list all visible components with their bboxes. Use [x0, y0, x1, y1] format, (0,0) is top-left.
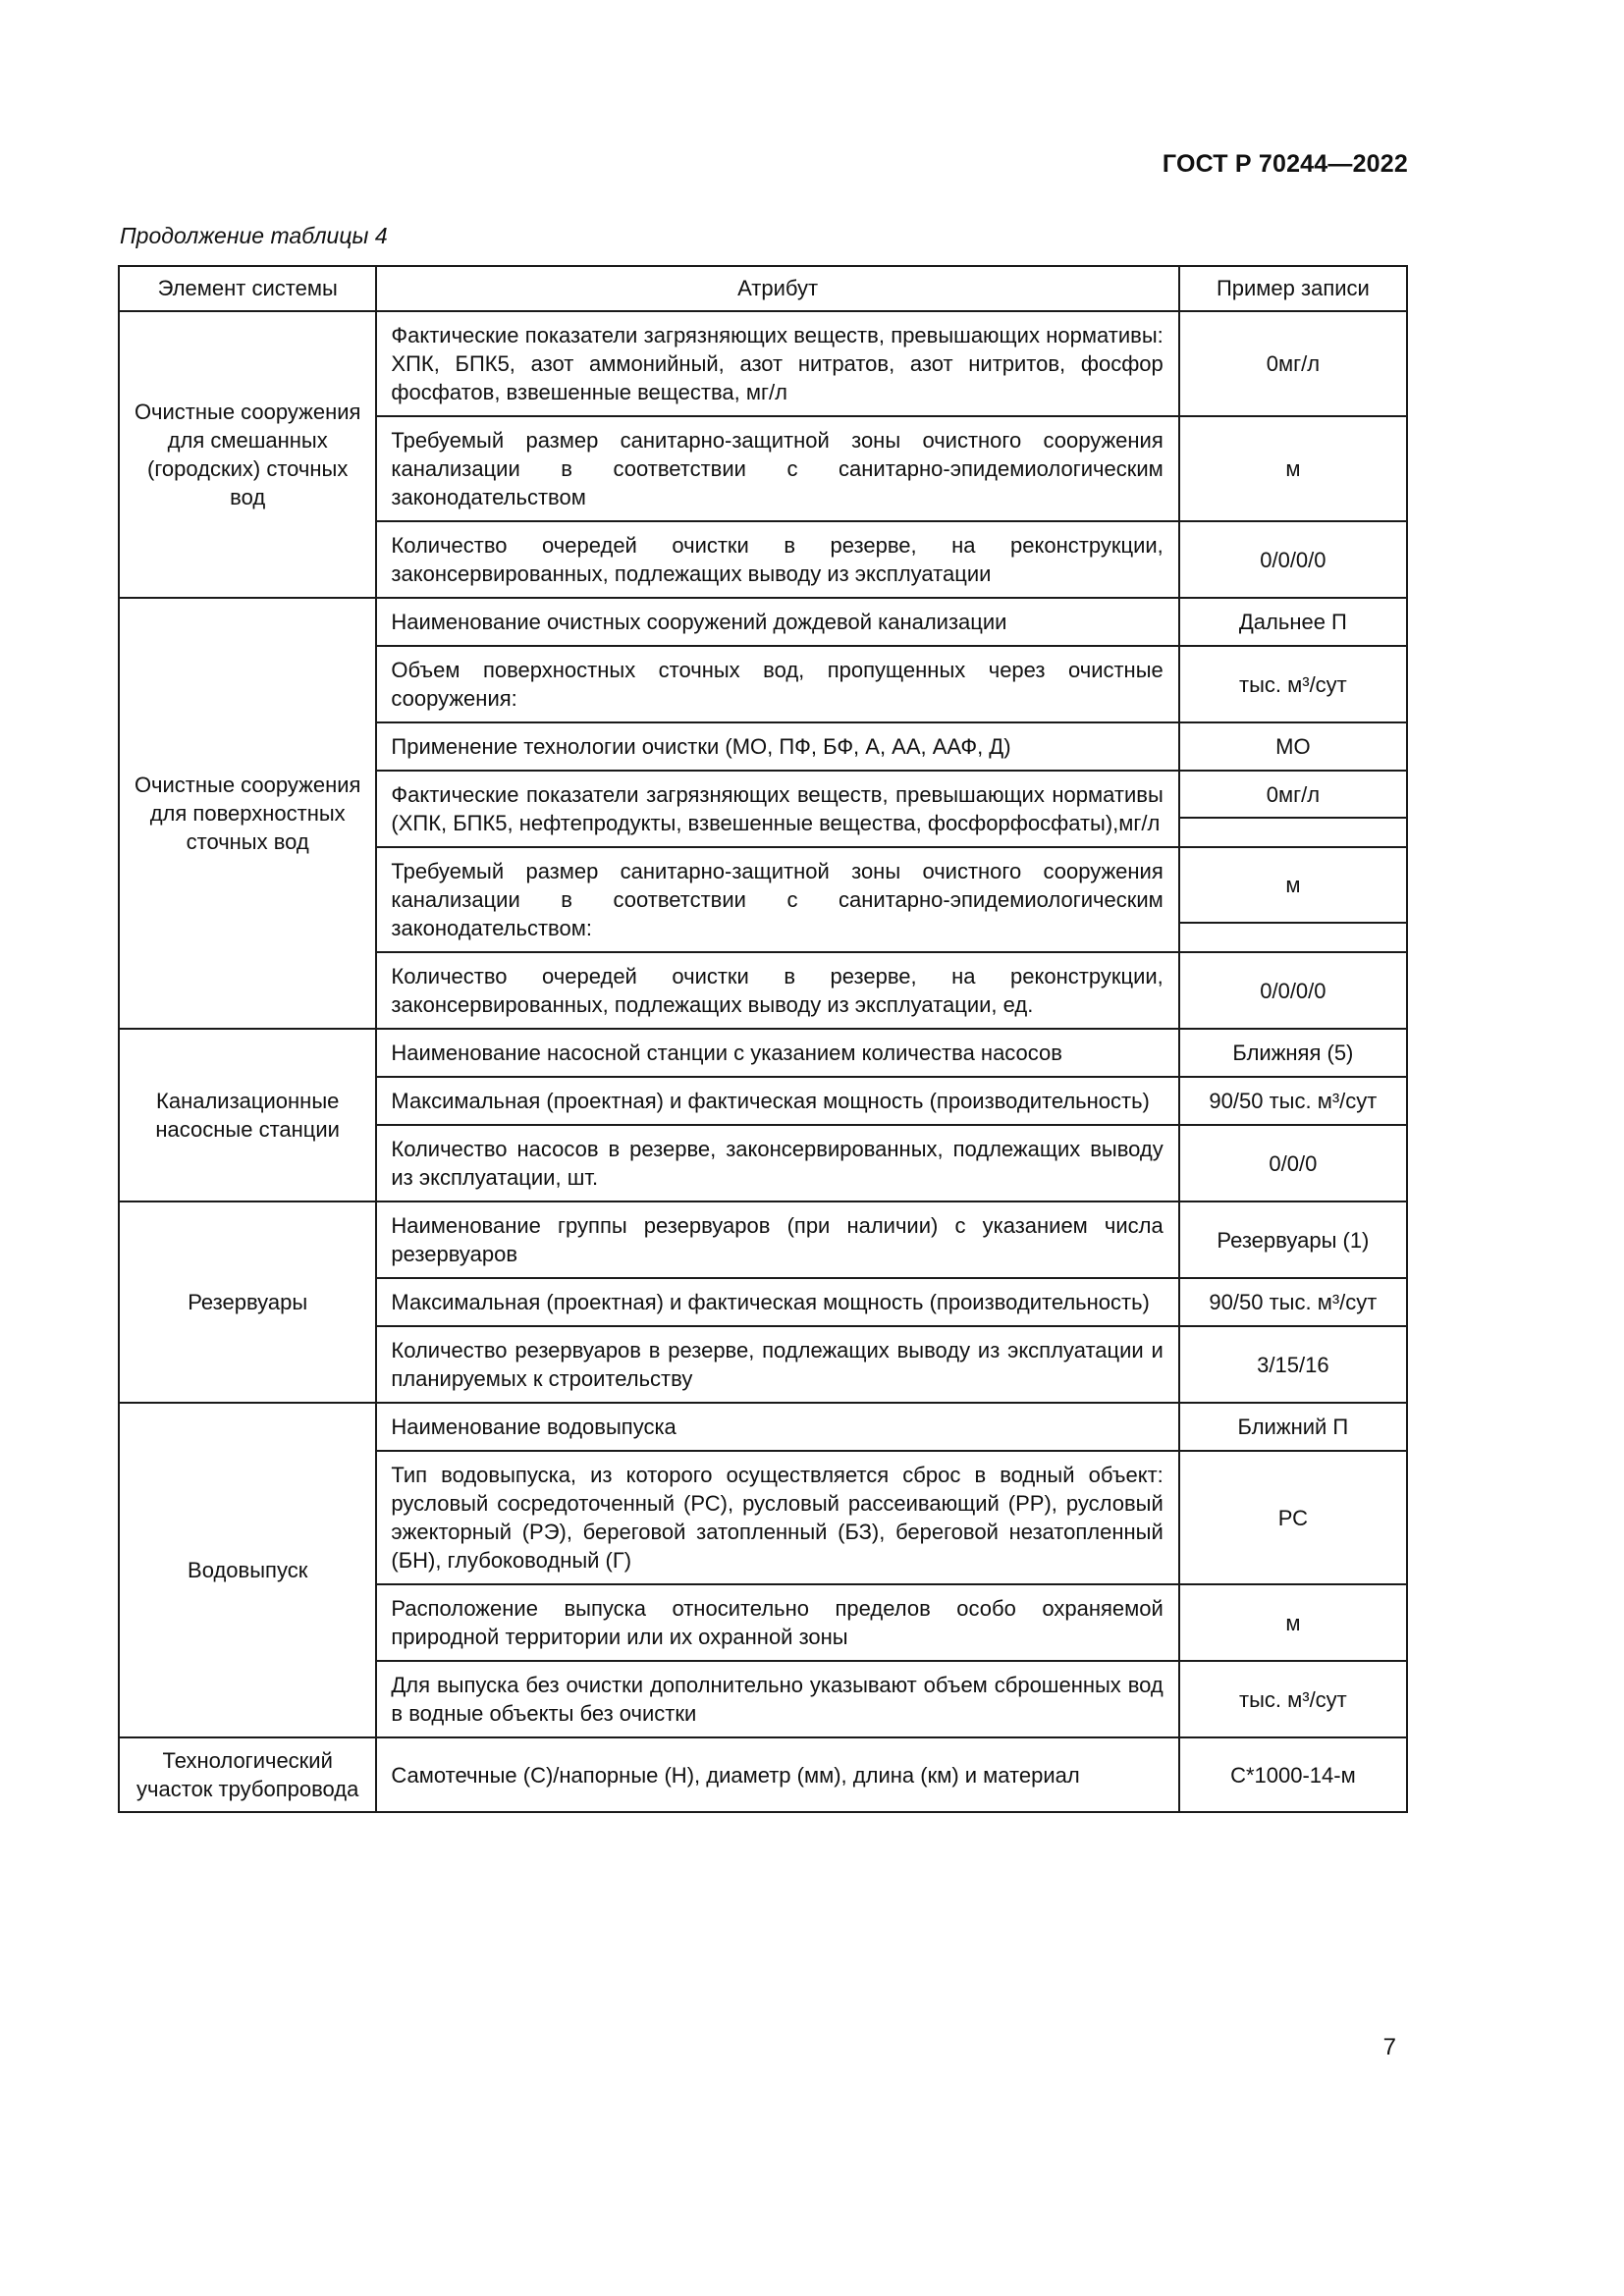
example-cell: 3/15/16: [1179, 1326, 1407, 1403]
example-cell-empty: [1179, 818, 1407, 847]
element-cell: Водовыпуск: [119, 1403, 376, 1737]
element-cell: Канализационные насосные станции: [119, 1029, 376, 1201]
example-cell: Ближний П: [1179, 1403, 1407, 1451]
example-cell: Резервуары (1): [1179, 1201, 1407, 1278]
attribute-cell: Наименование очистных сооружений дождевой канализации: [376, 598, 1178, 646]
example-cell: 0/0/0/0: [1179, 952, 1407, 1029]
attributes-table: [118, 265, 1408, 1813]
attribute-cell: Количество резервуаров в резерве, подлежащих выводу из эксплуатации и планируемых к строительству: [376, 1326, 1178, 1403]
example-cell: м: [1179, 847, 1407, 923]
table-caption: Продолжение таблицы 4: [120, 223, 388, 248]
attribute-cell: Максимальная (проектная) и фактическая мощность (производительность): [376, 1278, 1178, 1326]
document-header: ГОСТ Р 70244—2022: [1162, 150, 1408, 178]
example-cell: тыс. м³/сут: [1179, 646, 1407, 722]
example-cell: 90/50 тыс. м³/сут: [1179, 1278, 1407, 1326]
element-cell: Очистные сооружения для поверхностных сточных вод: [119, 598, 376, 1029]
attribute-cell: Самотечные (С)/напорные (Н), диаметр (мм), длина (км) и материал: [376, 1737, 1178, 1812]
example-cell: тыс. м³/сут: [1179, 1661, 1407, 1737]
attribute-cell: Тип водовыпуска, из которого осуществляется сброс в водный объект: русловый сосредоточенный (РС), русловый рассеивающий (РР), русловый эжекторный (РЭ), береговой затопленный (БЗ), береговой незатопленный (БН), глубоководный (Г): [376, 1451, 1178, 1584]
example-cell: Дальнее П: [1179, 598, 1407, 646]
example-cell: 0мг/л: [1179, 771, 1407, 818]
column-header-example: Пример записи: [1179, 266, 1407, 311]
element-cell: Очистные сооружения для смешанных (городских) сточных вод: [119, 311, 376, 598]
table-header-row: [119, 266, 1407, 311]
attribute-cell: Фактические показатели загрязняющих веществ, превышающих нормативы (ХПК, БПК5, нефтепродукты, взвешенные вещества, фосфорфосфаты),мг/л: [376, 771, 1178, 847]
example-cell: С*1000-14-м: [1179, 1737, 1407, 1812]
attribute-cell: Максимальная (проектная) и фактическая мощность (производительность): [376, 1077, 1178, 1125]
example-cell-empty: [1179, 923, 1407, 952]
column-header-element: Элемент системы: [119, 266, 376, 311]
attribute-cell: Количество очередей очистки в резерве, на реконструкции, законсервированных, подлежащих выводу из эксплуатации, ед.: [376, 952, 1178, 1029]
attribute-cell: Требуемый размер санитарно-защитной зоны очистного сооружения канализации в соответствии с санитарно-эпидемиологическим законодательством:: [376, 847, 1178, 952]
example-cell: 0/0/0/0: [1179, 521, 1407, 598]
table-row: [119, 1737, 1407, 1812]
page-number: 7: [1382, 2034, 1396, 2060]
attribute-cell: Наименование водовыпуска: [376, 1403, 1178, 1451]
table-row: [119, 311, 1407, 416]
attribute-cell: Для выпуска без очистки дополнительно указывают объем сброшенных вод в водные объекты без очистки: [376, 1661, 1178, 1737]
example-cell: 0/0/0: [1179, 1125, 1407, 1201]
attribute-cell: Требуемый размер санитарно-защитной зоны очистного сооружения канализации в соответствии с санитарно-эпидемиологическим законодательством: [376, 416, 1178, 521]
table-body: [119, 311, 1407, 1812]
example-cell: 0мг/л: [1179, 311, 1407, 416]
example-cell: 90/50 тыс. м³/сут: [1179, 1077, 1407, 1125]
element-cell: Резервуары: [119, 1201, 376, 1403]
table-row: [119, 1201, 1407, 1278]
example-cell: м: [1179, 1584, 1407, 1661]
example-cell: м: [1179, 416, 1407, 521]
attribute-cell: Наименование насосной станции с указанием количества насосов: [376, 1029, 1178, 1077]
table-row: [119, 1029, 1407, 1077]
example-cell: РС: [1179, 1451, 1407, 1584]
attribute-cell: Фактические показатели загрязняющих веществ, превышающих нормативы: ХПК, БПК5, азот аммонийный, азот нитратов, азот нитритов, фосфор фосфатов, взвешенные вещества, мг/л: [376, 311, 1178, 416]
table-header: [119, 266, 1407, 311]
attribute-cell: Расположение выпуска относительно пределов особо охраняемой природной территории или их охранной зоны: [376, 1584, 1178, 1661]
attribute-cell: Применение технологии очистки (МО, ПФ, БФ, А, АА, ААФ, Д): [376, 722, 1178, 771]
table-row: [119, 598, 1407, 646]
attribute-cell: Количество очередей очистки в резерве, на реконструкции, законсервированных, подлежащих выводу из эксплуатации: [376, 521, 1178, 598]
attribute-cell: Количество насосов в резерве, законсервированных, подлежащих выводу из эксплуатации, шт.: [376, 1125, 1178, 1201]
column-header-attribute: Атрибут: [376, 266, 1178, 311]
table-row: [119, 1403, 1407, 1451]
attribute-cell: Наименование группы резервуаров (при наличии) с указанием числа резервуаров: [376, 1201, 1178, 1278]
attribute-cell: Объем поверхностных сточных вод, пропущенных через очистные сооружения:: [376, 646, 1178, 722]
example-cell: МО: [1179, 722, 1407, 771]
element-cell: Технологический участок трубопровода: [119, 1737, 376, 1812]
example-cell: Ближняя (5): [1179, 1029, 1407, 1077]
